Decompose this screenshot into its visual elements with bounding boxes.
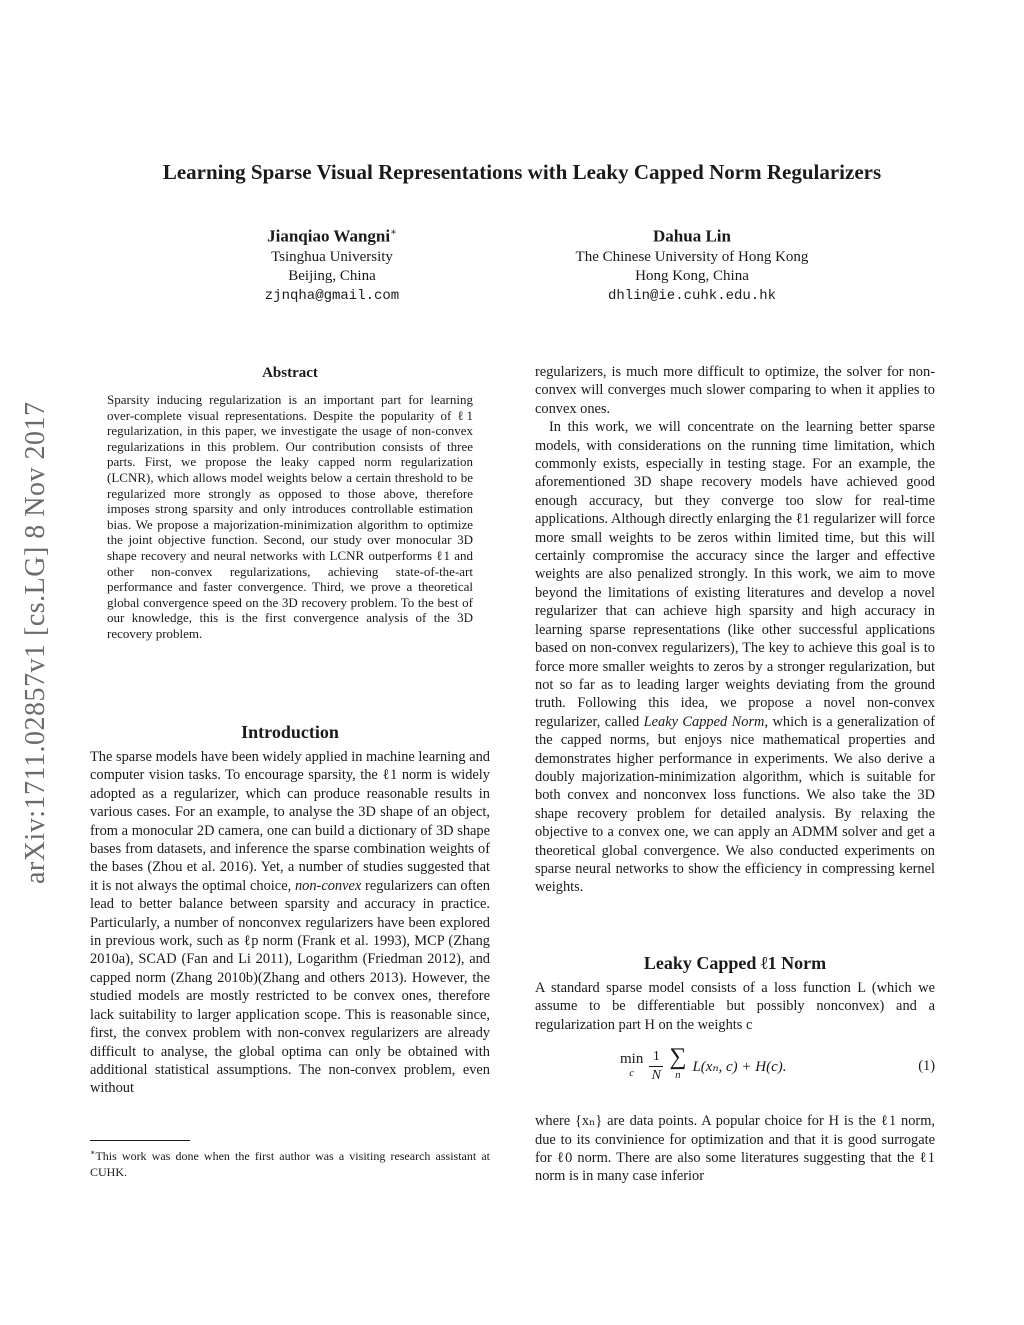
- arxiv-identifier: arXiv:1711.02857v1 [cs.LG] 8 Nov 2017: [20, 401, 51, 884]
- emphasis-text: Leaky Capped Norm: [643, 713, 765, 730]
- leaky-capped-heading: Leaky Capped ℓ1 Norm: [643, 953, 827, 973]
- paper-title: Learning Sparse Visual Representations with Leaky Capped Norm Regularizers: [162, 160, 882, 184]
- equation-expression: L(xₙ, c) + H(c).: [692, 1058, 787, 1075]
- introduction-paragraph: The sparse models have been widely applied in machine learning and computer vision tasks. To encourage sparsity, the ℓ1 norm is widely adopted as a regularizer, which can produce reasonable results in various cases. For an example, to analyse the 3D shape of an object, from a monocular 2D camera, one can build a dictionary of 3D shape bases from datasets, and inference the sparse combination weights of the bases (Zhou et al. 2016). Yet, a number of studies suggested that it is not always the optimal choice, non-convex regularizers can often lead to better balance between sparsity and accuracy in practice. Particularly, a number of nonconvex regularizers have been explored in previous work, such as ℓp norm (Frank et al. 1993), MCP (Zhang 2010a), SCAD (Fan and Li 2011), Logarithm (Friedman 2012), and capped norm (Zhang 2010b)(Zhang and others 2013). However, the studied models are mostly restricted to be convex ones, therefore lack suitability to larger application scope. This is reasonable since, first, the convex problem with non-convex regularizers are already difficult to analyse, the global optima can only be obtained with additional statistical assumptions. The non-convex problem, even without: [90, 749, 491, 1097]
- author-block-2: [532, 222, 852, 307]
- author-affiliation: Tsinghua University: [271, 248, 393, 265]
- equation-summation: ∑ n: [669, 1044, 687, 1082]
- footnote-divider: [90, 1140, 190, 1141]
- abstract-text: Sparsity inducing regularization is an important part for learning over-complete visual representations. Despite the popularity of ℓ1 regularization, in this paper, we investigate the usage of non-convex regularizations in this problem. Our contribution consists of three parts. First, we propose the leaky capped norm regularization (LCNR), which allows model weights below a certain threshold to be regularized more strongly as opposed to those above, therefore imposes strong sparsity and only introduces controllable estimation bias. We propose a majorization-minimization algorithm to optimize the joint objective function. Second, our study over monocular 3D shape recovery and neural networks with LCNR outperforms ℓ1 and other non-convex regularizations, achieving state-of-the-art performance and faster convergence. Third, we prove a theoretical global convergence speed on the 3D recovery problem. To the best of our knowledge, this is the first convergence analysis of the 3D recovery problem.: [107, 392, 473, 641]
- section-paragraph: A standard sparse model consists of a loss function L (which we assume to be differentiable but possibly nonconvex) and a regularization part H on the weights c: [535, 980, 935, 1033]
- equation-body: [620, 1044, 787, 1084]
- equation-number: (1): [918, 1058, 935, 1075]
- abstract-heading: Abstract: [262, 365, 318, 381]
- abstract-section: [107, 364, 473, 642]
- footnote: ∗This work was done when the first author was a visiting research assistant at CUHK.: [90, 1148, 490, 1179]
- equation-1: [535, 1044, 935, 1096]
- introduction-continued: [535, 363, 935, 897]
- author-email: zjnqha@gmail.com: [264, 287, 400, 304]
- emphasis-text: non-convex: [294, 877, 362, 894]
- author-block-1: [172, 222, 492, 307]
- leaky-capped-section: [535, 952, 935, 1186]
- equation-min-operator: min c: [620, 1051, 644, 1080]
- author-name: Jianqiao Wangni∗: [267, 226, 397, 246]
- author-name: Dahua Lin: [653, 226, 731, 246]
- introduction-heading: Introduction: [241, 722, 339, 742]
- introduction-section: [90, 721, 490, 1098]
- author-footnote-marker: ∗: [390, 227, 397, 238]
- introduction-paragraph-continued: regularizers, is much more difficult to optimize, the solver for non-convex will converges much slower comparing to when it applies to convex ones.: [535, 364, 935, 417]
- author-location: Hong Kong, China: [635, 267, 749, 284]
- author-email: dhlin@ie.cuhk.edu.hk: [607, 287, 777, 304]
- section-paragraph: where {xₙ} are data points. A popular choice for H is the ℓ1 norm, due to its convinience for optimization and that it is good surrogate for ℓ0 norm. There are also some literatures suggesting that the ℓ1 norm is in many case inferior: [535, 1113, 935, 1185]
- author-affiliation: The Chinese University of Hong Kong: [575, 248, 809, 265]
- equation-fraction: $\frac{1}{N}$: [649, 1049, 663, 1084]
- introduction-paragraph: In this work, we will concentrate on the learning better sparse models, with considerations on the running time limitation, which commonly exists, especially in testing stage. For an example, the aforementioned 3D shape recovery models have achieved good enough accuracy, but they converge too slow for real-time applications. Although directly enlarging the ℓ1 regularizer will force more small weights to be zeros within limited time, but this will certainly compromise the accuracy since the larger and effective weights are also penalized strongly. In this work, we aim to move beyond the limitations of existing literatures and develop a novel regularizer that can achieve high sparsity and high accuracy in learning sparse representations (like other successful applications based on non-convex regularizers), The key to achieve this goal is to force more smaller weights to zeros by a stronger regularization, but not so far as to leading larger weights deviating from the ground truth. Following this idea, we propose a novel non-convex regularizer, called Leaky Capped Norm, which is a generalization of the capped norms, but enjoys nice mathematical properties and demonstrates higher performance in experiments. We also derive a doubly majorization-minimization algorithm, which is suitable for both convex and nonconvex loss functions. We also take the 3D shape recovery problem for detailed analysis. By relaxing the objective to a convex one, we can apply an ADMM solver and get a theoretical global convergence. We also conducted experiments on sparse neural networks to show the efficiency in compressing kernel weights.: [535, 419, 935, 896]
- author-location: Beijing, China: [288, 267, 376, 284]
